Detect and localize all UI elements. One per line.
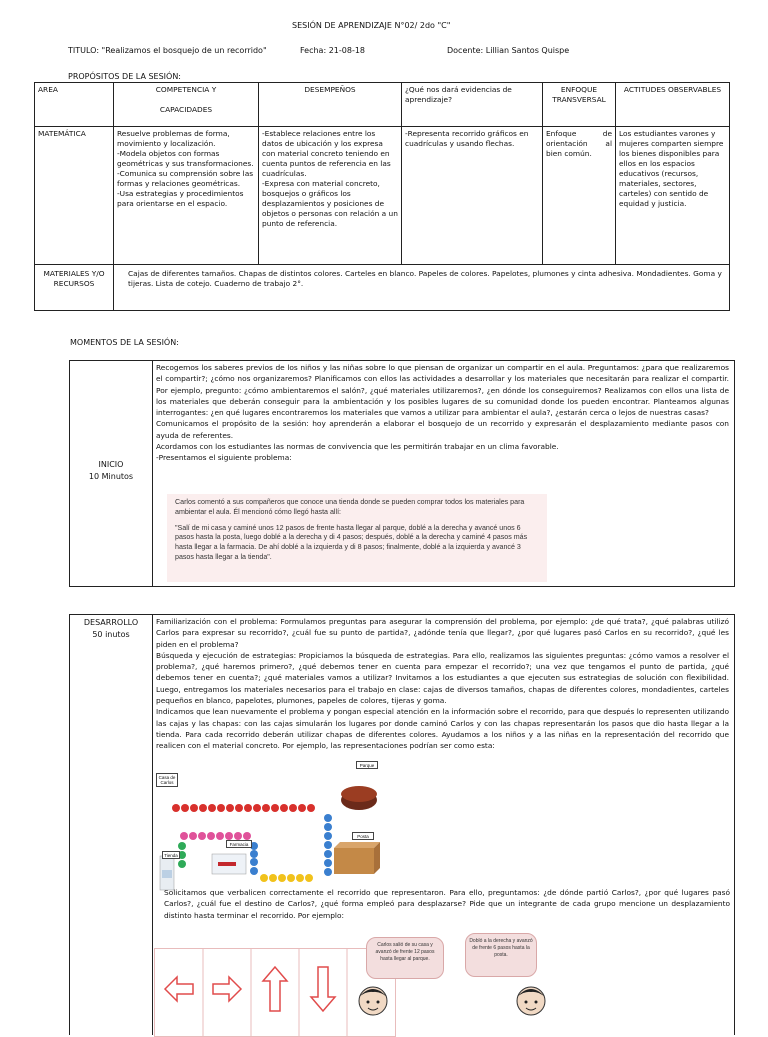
caps-yellow-row <box>260 874 313 882</box>
desarrollo-section <box>69 614 735 1035</box>
cell-evidencias: -Representa recorrido gráficos en cuadrículas y usando flechas. <box>402 127 543 265</box>
desarrollo-paragraph-4: Solicitamos que verbalicen correctamente el recorrido que representaron. Para ello, preguntamos: ¿de dónde partió Carlos?, ¿por qué lugares pasó Carlos?, ¿cuál fue el destino de Carlos?, ¿qué forma empleó para desplazarse? Pide que un integrante de cada grupo mencione un desplazamiento distinto hasta terminar el recorrido. Por ejemplo: <box>164 888 730 920</box>
materials-row <box>35 265 730 311</box>
speech-bubble-1: Carlos salió de su casa y avanzó de frente 12 pasos hasta llegar al parque. <box>366 937 444 979</box>
header-actitudes: ACTITUDES OBSERVABLES <box>616 83 730 127</box>
arrow-right-icon <box>213 977 241 1001</box>
cell-materiales: Cajas de diferentes tamaños. Chapas de distintos colores. Carteles en blanco. Papeles de colores. Papelotes, plumones y cinta adhesiva. Mondadientes. Goma y tijeras. Lista de cotejo. Cuaderno de trabajo 2°. <box>114 265 730 311</box>
label-parque: Parque <box>356 761 378 769</box>
label-posta: Posta <box>352 832 374 840</box>
session-date: Fecha: 21-08-18 <box>300 46 366 55</box>
header-evidencias: ¿Qué nos dará evidencias de aprendizaje? <box>402 83 543 127</box>
session-topic: TITULO: "Realizamos el bosquejo de un recorrido" <box>68 46 267 55</box>
cell-enfoque: Enfoque de orientación al bien común. <box>543 127 616 265</box>
cell-competencia: Resuelve problemas de forma, movimiento y localización. -Modela objetos con formas geométricas y sus transformaciones. -Comunica su comprensión sobre las formas y relaciones geométricas. -Usa estrategias y procedimientos para orientarse en el espacio. <box>114 127 259 265</box>
moments-heading: MOMENTOS DE LA SESIÓN: <box>70 338 179 347</box>
header-desempenos: DESEMPEÑOS <box>259 83 402 127</box>
session-title: SESIÓN DE APRENDIZAJE N°02/ 2do "C" <box>292 21 451 30</box>
desarrollo-time: 50 inutos <box>92 630 130 639</box>
header-area: AREA <box>35 83 114 127</box>
inicio-time: 10 Minutos <box>88 472 134 481</box>
inicio-paragraph-3: Acordamos con los estudiantes las normas de convivencia que les permitirán trabajar en un clima favorable. <box>156 442 559 452</box>
cell-actitudes: Los estudiantes varones y mujeres comparten siempre los bienes disponibles para ellos en los espacios educativos (recursos, materiales, sectores, carteles) con sentido de equidad y justicia. <box>616 127 730 265</box>
posta-box <box>334 842 380 874</box>
route-illustration <box>154 758 394 898</box>
label-farmacia: Farmacia <box>226 840 252 848</box>
purposes-heading: PROPÓSITOS DE LA SESIÓN: <box>68 72 182 81</box>
cell-desempenos: -Establece relaciones entre los datos de ubicación y los expresa con material concreto teniendo en cuenta puntos de referencia en las cuadrículas. -Expresa con material concreto, bosquejos o gráficos los desplazamientos y posiciones de objetos o personas con relación a un punto de referencia. <box>259 127 402 265</box>
inicio-section <box>69 360 735 587</box>
child-figure-2-icon <box>514 983 548 1023</box>
desarrollo-paragraph-3: Indicamos que lean nuevamente el problema y pongan especial atención en la información sobre el recorrido, para que después lo representen utilizando las cajas y las chapas: con las cajas simularán los lugares por donde caminó Carlos y con las chapas representarán los pasos que dio hasta llegar a la tienda. Para cada recorrido deberán utilizar chapas de diferentes colores. Ayudamos a los niños y a las niñas en la representación del recorrido que realicen con el material concreto. Por ejemplo, las representaciones podrían ser como esta: <box>156 707 729 751</box>
desarrollo-paragraph-1: Familiarización con el problema: Formulamos preguntas para asegurar la comprensión del problema, por ejemplo: ¿de qué trata?, ¿qué palabras utilizó Carlos para expresar su recorrido?, ¿cuál fue su punto de partida?, ¿adónde tenía que llegar?, ¿por qué lugares pasó Carlos en su recorrido?, ¿qué les piden en el problema? <box>156 617 729 649</box>
inicio-paragraph-4: -Presentamos el siguiente problema: <box>156 453 292 463</box>
cell-materiales-label: MATERIALES Y/O RECURSOS <box>35 265 114 311</box>
inicio-paragraph-1: Recogemos los saberes previos de los niños y las niñas sobre lo que piensan de organizar un compartir en el aula. Preguntamos: ¿para que realizaremos el compartir?; ¿cómo nos organizaremos? Planificamos con ellos las actividades a desarrollar y los materiales que necesitarán para realizar el compartir. Por ejemplo, pregunto: ¿cómo ambientaremos el salón?, ¿qué materiales utilizaremos?, ¿en dónde los conseguiremos? Realizamos con ellos una lista de los materiales que deberán conseguir para la ambientación y los posibles lugares de su comunidad donde los pueden encontrar. Planteamos algunas interrogantes: ¿en qué lugares encontraremos los materiales que vamos a utilizar para ambientar el aula?, ¿estarán cerca o lejos de nuestras casas? <box>156 363 729 418</box>
child-figure-1-icon <box>356 983 390 1023</box>
desarrollo-paragraph-2: Búsqueda y ejecución de estrategias: Propiciamos la búsqueda de estrategias. Para ello, realizamos las siguientes preguntas: ¿cómo vamos a resolver el problema?, ¿qué haremos primero?, ¿qué debemos tener en cuenta para empezar el recorrido?; una vez que tengamos el punto de partida, ¿qué debemos tener en cuenta?; ¿qué materiales vamos a utilizar? Invitamos a los estudiantes a que ejecuten sus estrategias de solución con flexibilidad. Luego, entregamos los materiales necesarios para el trabajo en clase: cajas de diversos tamaños, chapas de diferentes colores, mondadientes, carteles pequeños en blanco, papelotes, plumones, papeles de colores, tijeras y goma. <box>156 650 729 706</box>
header-competencia <box>114 83 259 127</box>
tienda-box <box>160 856 174 890</box>
label-casa: Casa de Carlos <box>156 773 178 787</box>
purposes-table <box>34 82 730 311</box>
header-competencia-label: COMPETENCIA Y <box>155 85 217 94</box>
inicio-title: INICIO <box>98 460 124 469</box>
problem-intro: Carlos comentó a sus compañeros que conoce una tienda donde se pueden comprar todos los materiales para ambientar el aula. Él mencionó cómo llegó hasta allí: <box>175 498 525 516</box>
session-teacher: Docente: Lillian Santos Quispe <box>447 46 570 55</box>
inicio-text <box>156 362 729 464</box>
header-capacidades-label: CAPACIDADES <box>159 104 213 114</box>
arrow-up-icon <box>263 967 287 1011</box>
desarrollo-text <box>156 616 729 752</box>
inicio-paragraph-2: Comunicamos el propósito de la sesión: hoy aprenderán a elaborar el bosquejo de un recorrido y expresarán el desplazamiento mediante pasos con ayuda de referentes. <box>156 419 729 440</box>
label-tienda: Tienda <box>162 851 180 859</box>
table-row <box>35 127 730 265</box>
caps-pink-row <box>180 832 251 840</box>
speech-bubble-2: Dobló a la derecha y avanzó de frente 6 pasos hasta la posta. <box>465 933 537 977</box>
desarrollo-label <box>70 617 152 641</box>
caps-red-row <box>172 804 315 812</box>
caps-blue-column <box>324 814 332 876</box>
arrow-down-icon <box>311 967 335 1011</box>
desarrollo-title: DESARROLLO <box>83 618 139 627</box>
cell-area: MATEMÁTICA <box>35 127 114 265</box>
table-header-row <box>35 83 730 127</box>
arrow-left-icon <box>165 977 193 1001</box>
problem-route: "Salí de mi casa y caminé unos 12 pasos de frente hasta llegar al parque, doblé a la derecha y avancé unos 6 pasos hasta la posta, luego doblé a la derecha y di 4 pasos; después, doblé a la derecha y caminé 4 pasos más hasta llegar a la farmacia. De ahí doblé a la izquierda y di 8 pasos; finalmente, doblé a la izquierda y avancé 3 pasos hasta llegar a la tienda". <box>175 523 528 561</box>
farmacia-box <box>212 854 246 874</box>
problem-box <box>167 494 547 582</box>
inicio-label <box>70 459 152 483</box>
header-enfoque: ENFOQUE TRANSVERSAL <box>543 83 616 127</box>
